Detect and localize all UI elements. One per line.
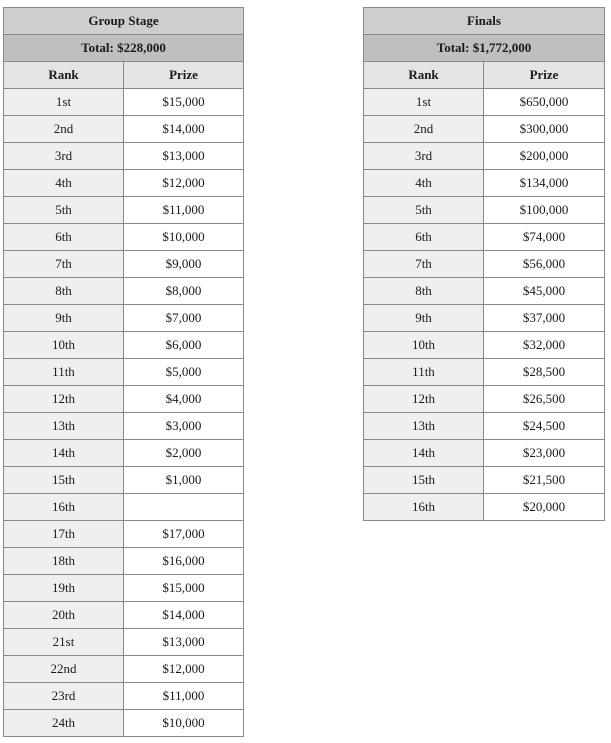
- prize-cell: $134,000: [484, 170, 605, 197]
- table-row: [4, 278, 244, 305]
- rank-cell: 18th: [4, 548, 124, 575]
- prize-cell: $2,000: [124, 440, 244, 467]
- table-row: [4, 251, 244, 278]
- prize-cell: $10,000: [124, 224, 244, 251]
- table-row: [364, 467, 605, 494]
- rank-cell: 16th: [4, 494, 124, 521]
- table-row: [4, 197, 244, 224]
- rank-cell: 20th: [4, 602, 124, 629]
- prize-cell: $32,000: [484, 332, 605, 359]
- table-row: [364, 332, 605, 359]
- rank-cell: 15th: [364, 467, 484, 494]
- group-stage-title: Group Stage: [4, 8, 244, 35]
- prize-cell: $45,000: [484, 278, 605, 305]
- table-row: [364, 386, 605, 413]
- rank-cell: 3rd: [364, 143, 484, 170]
- rank-cell: 12th: [4, 386, 124, 413]
- prize-cell: $1,000: [124, 467, 244, 494]
- prize-cell: $6,000: [124, 332, 244, 359]
- table-row: [364, 440, 605, 467]
- rank-cell: 8th: [4, 278, 124, 305]
- prize-cell: $5,000: [124, 359, 244, 386]
- prize-cell: $26,500: [484, 386, 605, 413]
- prize-cell: $12,000: [124, 656, 244, 683]
- prize-cell: $15,000: [124, 575, 244, 602]
- rank-cell: 16th: [364, 494, 484, 521]
- rank-cell: 1st: [364, 89, 484, 116]
- prize-cell: $9,000: [124, 251, 244, 278]
- prize-cell: $8,000: [124, 278, 244, 305]
- rank-cell: 5th: [364, 197, 484, 224]
- rank-cell: 23rd: [4, 683, 124, 710]
- prize-cell: $10,000: [124, 710, 244, 737]
- rank-cell: 4th: [4, 170, 124, 197]
- table-row: [4, 656, 244, 683]
- table-row: [364, 251, 605, 278]
- prize-header: Prize: [124, 62, 244, 89]
- table-row: [364, 494, 605, 521]
- rank-cell: 12th: [364, 386, 484, 413]
- table-row: [364, 413, 605, 440]
- rank-header: Rank: [364, 62, 484, 89]
- prize-header: Prize: [484, 62, 605, 89]
- rank-cell: 7th: [4, 251, 124, 278]
- rank-cell: 11th: [364, 359, 484, 386]
- finals-title: Finals: [364, 8, 605, 35]
- prize-cell: $11,000: [124, 683, 244, 710]
- prize-cell: $15,000: [124, 89, 244, 116]
- finals-total: Total: $1,772,000: [364, 35, 605, 62]
- rank-cell: 13th: [4, 413, 124, 440]
- finals-table: [363, 7, 605, 521]
- rank-cell: 9th: [364, 305, 484, 332]
- table-row: [4, 89, 244, 116]
- table-row: [364, 197, 605, 224]
- rank-cell: 10th: [4, 332, 124, 359]
- prize-cell: $650,000: [484, 89, 605, 116]
- prize-cell: $14,000: [124, 602, 244, 629]
- table-row: [4, 494, 244, 521]
- prize-cell: $11,000: [124, 197, 244, 224]
- table-row: [4, 467, 244, 494]
- table-row: [4, 440, 244, 467]
- rank-cell: 5th: [4, 197, 124, 224]
- table-row: [364, 143, 605, 170]
- rank-cell: 21st: [4, 629, 124, 656]
- prize-cell: $100,000: [484, 197, 605, 224]
- prize-cell: $14,000: [124, 116, 244, 143]
- rank-cell: 17th: [4, 521, 124, 548]
- prize-cell: $23,000: [484, 440, 605, 467]
- table-row: [4, 305, 244, 332]
- prize-cell: [124, 494, 244, 521]
- rank-cell: 19th: [4, 575, 124, 602]
- rank-cell: 6th: [364, 224, 484, 251]
- prize-cell: $21,500: [484, 467, 605, 494]
- group-stage-total: Total: $228,000: [4, 35, 244, 62]
- table-row: [364, 359, 605, 386]
- prize-cell: $24,500: [484, 413, 605, 440]
- prize-cell: $12,000: [124, 170, 244, 197]
- rank-cell: 7th: [364, 251, 484, 278]
- table-row: [4, 575, 244, 602]
- rank-cell: 2nd: [4, 116, 124, 143]
- rank-cell: 8th: [364, 278, 484, 305]
- table-row: [4, 683, 244, 710]
- prize-cell: $200,000: [484, 143, 605, 170]
- table-row: [4, 224, 244, 251]
- rank-cell: 9th: [4, 305, 124, 332]
- rank-cell: 22nd: [4, 656, 124, 683]
- table-row: [4, 386, 244, 413]
- table-row: [4, 629, 244, 656]
- rank-cell: 4th: [364, 170, 484, 197]
- table-row: [4, 332, 244, 359]
- prize-cell: $13,000: [124, 629, 244, 656]
- table-row: [4, 548, 244, 575]
- rank-cell: 11th: [4, 359, 124, 386]
- table-row: [4, 413, 244, 440]
- table-row: [364, 89, 605, 116]
- prize-cell: $3,000: [124, 413, 244, 440]
- prize-cell: $56,000: [484, 251, 605, 278]
- rank-cell: 14th: [364, 440, 484, 467]
- rank-cell: 14th: [4, 440, 124, 467]
- table-row: [4, 143, 244, 170]
- prize-cell: $28,500: [484, 359, 605, 386]
- rank-cell: 3rd: [4, 143, 124, 170]
- table-row: [4, 602, 244, 629]
- table-row: [364, 170, 605, 197]
- prize-cell: $16,000: [124, 548, 244, 575]
- prize-cell: $4,000: [124, 386, 244, 413]
- table-row: [364, 116, 605, 143]
- table-row: [364, 278, 605, 305]
- rank-cell: 10th: [364, 332, 484, 359]
- group-stage-table: [3, 7, 244, 737]
- table-row: [364, 305, 605, 332]
- rank-cell: 15th: [4, 467, 124, 494]
- table-row: [4, 710, 244, 737]
- prize-cell: $37,000: [484, 305, 605, 332]
- rank-cell: 6th: [4, 224, 124, 251]
- rank-cell: 2nd: [364, 116, 484, 143]
- table-row: [364, 224, 605, 251]
- rank-cell: 1st: [4, 89, 124, 116]
- table-row: [4, 116, 244, 143]
- rank-cell: 13th: [364, 413, 484, 440]
- prize-cell: $20,000: [484, 494, 605, 521]
- prize-cell: $7,000: [124, 305, 244, 332]
- rank-cell: 24th: [4, 710, 124, 737]
- table-row: [4, 359, 244, 386]
- prize-cell: $300,000: [484, 116, 605, 143]
- prize-cell: $13,000: [124, 143, 244, 170]
- prize-cell: $17,000: [124, 521, 244, 548]
- prize-cell: $74,000: [484, 224, 605, 251]
- table-row: [4, 170, 244, 197]
- rank-header: Rank: [4, 62, 124, 89]
- table-row: [4, 521, 244, 548]
